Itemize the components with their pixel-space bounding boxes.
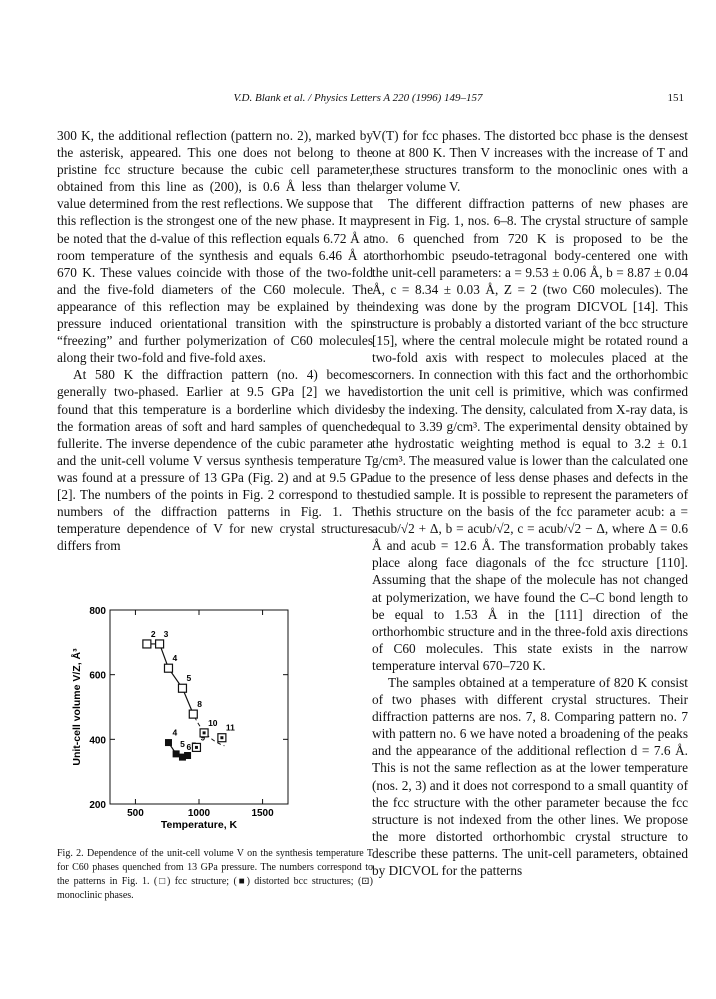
left-paragraph-1: 300 K, the additional reflection (pattern no. 2), marked by the asterisk, appeared. This one does not belong to the pristine fcc structure because the cubic cell parameter, obtained from this line as (200), is 0.6 Å less than the value determined from the rest reflections. We suppose that this reflection is the strongest one of the new phase. It may be noted that the d-value of this reflection equals 6.72 Å at room temperature of the synthesis and equals 6.46 Å at 670 K. These values coincide with those of the two-fold and the five-fold diameters of the C60 molecule. The appearance of this reflection may be explained by the pressure induced orientational transition with the spin “freezing” and further polymerization of C60 molecules along their two-fold and five-fold axes.: [57, 128, 373, 366]
point-label: 4: [172, 653, 178, 664]
page-number: 151: [667, 92, 684, 104]
point-label: 2: [150, 628, 156, 639]
fcc-point: [143, 640, 151, 648]
right-paragraph-1: V(T) for fcc phases. The distorted bcc phase is the densest one at 800 K. Then V increases with the increase of T and these structures transform to the monoclinic ones with a larger volume V.: [372, 128, 688, 195]
y-tick-label: 400: [89, 735, 106, 747]
left-column: [57, 127, 373, 554]
y-tick-label: 600: [89, 670, 106, 682]
x-tick-label: 500: [127, 808, 144, 819]
figure-caption-text: Fig. 2. Dependence of the unit-cell volume V on the synthesis temperature T for C60 phases quenched from 13 GPa pressure. The numbers correspond to the patterns in Fig. 1. (□) fcc structure; (■) distorted bcc structures; (⊡) monoclinic phases.: [57, 848, 373, 901]
monoclinic-point-dot: [195, 746, 198, 749]
y-tick-label: 200: [89, 800, 106, 811]
fcc-point: [156, 640, 164, 648]
monoclinic-point-dot: [220, 736, 223, 739]
point-label: 10: [208, 717, 218, 728]
x-axis-label: Temperature, K: [160, 819, 238, 830]
fcc-point: [178, 684, 186, 692]
bcc-point: [165, 740, 171, 746]
figure-caption: [57, 847, 373, 903]
point-label: 8: [197, 699, 203, 710]
point-label: 11: [225, 722, 235, 733]
y-axis-label: Unit-cell volume V/Z, Å³: [71, 648, 83, 766]
bcc-point: [185, 753, 191, 759]
left-paragraph-2: At 580 K the diffraction pattern (no. 4) becomes generally two-phased. Earlier at 9.5 GPa [2] we have found that this temperature is a borderline which divides the formation areas of soft and hard samples of quenched fullerite. The inverse dependence of the cubic parameter a and the unit-cell volume V versus synthesis temperature T was found at a pressure of 13 GPa (Fig. 2) and at 9.5 GPa [2]. The numbers of the points in Fig. 2 correspond to the numbers of the diffraction patterns in Fig. 1. The temperature dependence of V for new crystal structures differs from: [57, 367, 373, 554]
x-tick-label: 1000: [187, 808, 211, 819]
right-paragraph-3: The samples obtained at a temperature of 820 K consist of two phases with different crystal structures. Their diffraction patterns are nos. 7, 8. Comparing pattern no. 7 with pattern no. 6 we have noted a broadening of the peaks and the appearance of the additional reflection d = 7.6 Å. This is not the same reflection as at the lower temperature (nos. 2, 3) and it does not correspond to a small quantity of the fcc structure with the other parameter because the fcc structure is not indexed from the other lines. We propose the more distorted orthorhombic crystal structure to describe these patterns. The unit-cell parameters, obtained by DICVOL for the patterns: [372, 675, 688, 879]
figure-2: [62, 604, 322, 830]
volume-temperature-chart: [62, 604, 322, 830]
running-header: [0, 92, 716, 108]
fcc-point: [164, 664, 172, 672]
point-label: 5: [180, 738, 185, 749]
y-tick-label: 800: [89, 606, 106, 617]
right-column: [372, 127, 688, 879]
point-label: 4: [172, 727, 178, 738]
right-paragraph-2: The different diffraction patterns of new phases are present in Fig. 1, nos. 6–8. The crystal structure of sample no. 6 quenched from 720 K is proposed to be the orthorhombic pseudo-tetragonal body-centered one with the unit-cell parameters: a = 9.53 ± 0.06 Å, b = 8.87 ± 0.04 Å, c = 8.34 ± 0.03 Å, Z = 2 (two C60 molecules). The indexing was done by the program DICVOL [14]. This structure is probably a distorted variant of the bcc structure [15], where the central molecule might be rotated round a two-fold axis with respect to molecules placed at the corners. In connection with this fact and the orthorhombic distortion the unit cell is primitive, which was confirmed by the indexing. The density, calculated from X-ray data, is equal to 3.39 g/cm³. The experimental density obtained by the hydrostatic weighting method is equal to 3.2 ± 0.1 g/cm³. The measured value is lower than the calculated one due to the presence of less dense phases and defects in the studied sample. It is possible to represent the parameters of this structure on the basis of the fcc parameter acub: a = acub/√2 + Δ, b = acub/√2, c = acub/√2 − Δ, where Δ = 0.6 Å and acub = 12.6 Å. The transformation probably takes place along face diagonals of the fcc structure [110]. Assuming that the shape of the molecule has not changed at polymerization, we have found the C–C bond length to be equal to 1.53 Å in the [111] direction of the orthorhombic structure and in the three-fold axis directions of C60 molecules. This state exists in the narrow temperature interval 670–720 K.: [372, 196, 688, 673]
bcc-point: [173, 751, 179, 757]
monoclinic-point-dot: [203, 731, 206, 734]
point-label: 3: [163, 628, 169, 639]
running-head: V.D. Blank et al. / Physics Letters A 220 (1996) 149–157: [233, 92, 483, 104]
x-tick-label: 1500: [251, 808, 274, 819]
point-label: 5: [186, 673, 192, 684]
point-label: 6: [186, 742, 192, 753]
fcc-point: [189, 710, 197, 718]
